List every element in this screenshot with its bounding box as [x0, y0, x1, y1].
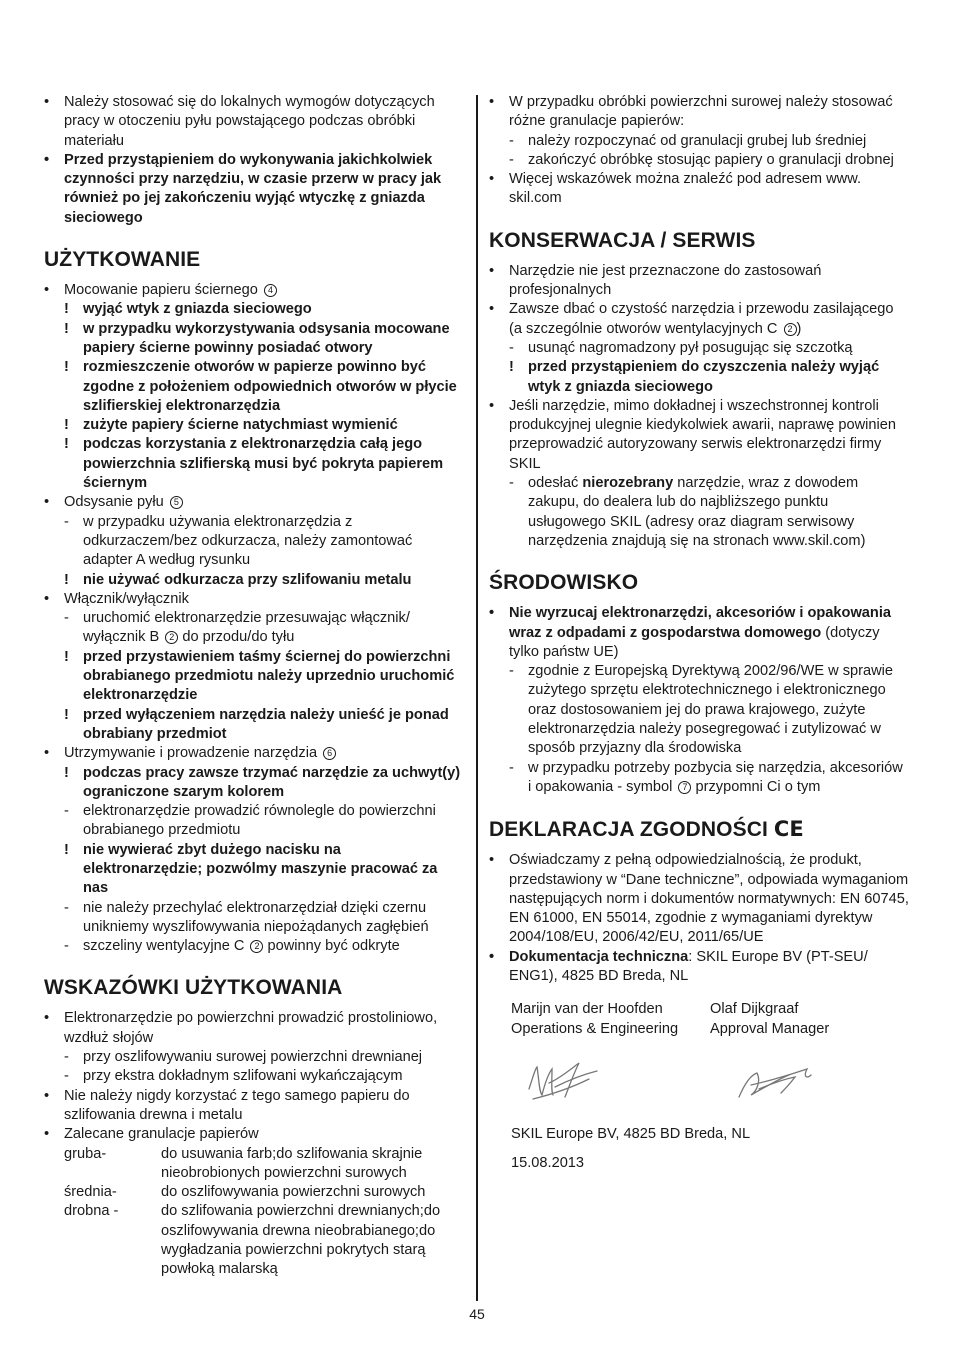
- dash-item: - szczeliny wentylacyjne C 2 powinny być odkryte: [64, 938, 400, 955]
- list-item: • Więcej wskazówek można znaleźć pod adresem www. skil.com: [489, 171, 862, 207]
- list-item: • Dokumentacja techniczna: SKIL Europe BV (PT-SEU/ ENG1), 4825 BD Breda, NL: [489, 948, 868, 984]
- section-heading-deklaracja: DEKLARACJA ZGODNOŚCI CE: [489, 817, 804, 842]
- warning-item: ! nie wywierać zbyt dużego nacisku na elektronarzędzie; pozwólmy maszynie pracować za nas: [64, 841, 438, 897]
- list-item: • Zawsze dbać o czystość narzędzia i przewodu zasilającego (a szczególnie otworów wentylacyjnych C 2 ): [489, 301, 894, 337]
- list-item: • Zalecane granulacje papierów: [44, 1126, 259, 1143]
- signature-1-icon: [489, 1039, 909, 1125]
- figure-ref-icon: 6: [323, 747, 336, 760]
- list-item: • Przed przystąpieniem do wykonywania jakichkolwiek czynności przy narzędziu, w czasie przerw w pracy jak również po jej zakończeniu wyjąć wtyczkę z gniazda sieciowego: [44, 151, 442, 226]
- signatory-2: Olaf Dijkgraaf Approval Manager: [710, 1001, 830, 1037]
- warning-item: ! przed wyłączeniem narzędzia należy unieść je ponad obrabiany przedmiot: [64, 706, 449, 742]
- figure-ref-icon: 5: [170, 496, 183, 509]
- warning-item: ! podczas korzystania z elektronarzędzia całą jego powierzchnia szlifierską musi być pokryta papierem ściernym: [64, 436, 444, 492]
- left-column: [44, 93, 464, 1280]
- warning-item: ! podczas pracy zawsze trzymać narzędzie za uchwyt(y) ograniczone szarym kolorem: [64, 764, 461, 800]
- dash-item: - zgodnie z Europejską Dyrektywą 2002/96/WE w sprawie zużytego sprzętu elektrotechnicznego i elektronicznego oraz dostosowaniem jej do prawa krajowego, zużyte elektronarzędzia należy posegregować i zutylizować w sposób przyjazny dla środowiska: [509, 663, 894, 757]
- figure-ref-icon: 2: [165, 631, 178, 644]
- warning-item: ! wyjąć wtyk z gniazda sieciowego: [64, 301, 312, 318]
- list-item: • Oświadczamy z pełną odpowiedzialnością, że produkt, przedstawiony w “Dane techniczne”, odpowiada wymaganiom następujących norm i dokumentów normatywnych: EN 60745, EN 61000, EN 55014, zgodnie z wymaganiami dyrektyw 2004/108/EU, 2006/42/EU, 2011/65/UE: [489, 852, 909, 946]
- dash-item: - usunąć nagromadzony pył posugując się szczotką: [509, 339, 853, 356]
- dash-item: - odesłać nierozebrany narzędzie, wraz z dowodem zakupu, do dealera lub do najbliższego punktu usługowego SKIL (adresy oraz diagram serwisowy narzędzenia znajdują się na stronach www.skil.com): [509, 475, 866, 549]
- list-item: • Elektronarzędzie po powierzchni prowadzić prostoliniowo, wzdłuż słojów: [44, 1010, 438, 1046]
- warning-item: ! w przypadku wykorzystywania odsysania mocowane papiery ścierne powinny posiadać otwory: [64, 320, 450, 356]
- section-heading-uzytkowanie: UŻYTKOWANIE: [44, 248, 201, 272]
- dash-item: - uruchomić elektronarzędzie przesuwając włącznik/ wyłącznik B 2 do przodu/do tyłu: [64, 610, 410, 646]
- section-heading-wskazowki: WSKAZÓWKI UŻYTKOWANIA: [44, 976, 343, 1000]
- list-item: • Utrzymywanie i prowadzenie narzędzia 6: [44, 744, 464, 763]
- signatory-1: Marijn van der Hoofden Operations & Engineering: [511, 1001, 679, 1037]
- dash-item: - przy ekstra dokładnym szlifowani wykańczającym: [64, 1068, 403, 1085]
- section-heading-srodowisko: ŚRODOWISKO: [489, 571, 639, 595]
- list-item: • Mocowanie papieru ściernego 4: [44, 281, 464, 300]
- section-heading-konserwacja: KONSERWACJA / SERWIS: [489, 228, 756, 252]
- dash-item: - nie należy przechylać elektronarzędział dzięki czernu unikniemy wyszlifowywania niepożądanych zagłębień: [64, 899, 429, 935]
- list-item: • Narzędzie nie jest przeznaczone do zastosowań profesjonalnych: [489, 262, 822, 299]
- list-item: • Należy stosować się do lokalnych wymogów dotyczących pracy w otoczeniu pyłu powstającego podczas obróbki materiału: [44, 94, 435, 149]
- figure-ref-icon: 2: [250, 940, 263, 953]
- right-column: [489, 93, 909, 1173]
- list-item: • W przypadku obróbki powierzchni surowej należy stosować różne granulacje papierów:: [489, 94, 893, 130]
- warning-item: ! nie używać odkurzacza przy szlifowaniu metalu: [64, 571, 412, 588]
- dash-item: - w przypadku potrzeby pozbycia się narzędzia, akcesoriów i opakowania - symbol 7 przypomni Ci o tym: [509, 759, 903, 795]
- grit-row: gruba- do usuwania farb;do szlifowania skrajnie nieobrobionych powierzchni surowych: [64, 1145, 423, 1181]
- signatories: [489, 1000, 909, 1039]
- list-item: • Włącznik/wyłącznik: [44, 590, 189, 607]
- signature-footer: SKIL Europe BV, 4825 BD Breda, NL 15.08.2013: [511, 1125, 751, 1172]
- figure-ref-icon: 2: [784, 323, 797, 336]
- warning-item: ! przed przystawieniem taśmy ściernej do powierzchni obrabianego przedmiotu należy uprzednio uruchomić elektronarzędzie: [64, 648, 455, 704]
- dash-item: - zakończyć obróbkę stosując papiery o granulacji drobnej: [509, 151, 894, 168]
- grit-row: średnia- do oszlifowywania powierzchni surowych: [64, 1184, 426, 1201]
- grit-row: drobna - do szlifowania powierzchni drewnianych;do oszlifowywania drewna nieobrabianego;do wygładzania powierzchni pokrytych starą powłoką malarską: [64, 1203, 441, 1278]
- dash-item: - elektronarzędzie prowadzić równolegle do powierzchni obrabianego przedmiotu: [64, 803, 436, 839]
- dash-item: - w przypadku używania elektronarzędzia z odkurzaczem/bez odkurzacza, należy zamontować adapter A według rysunku: [64, 513, 413, 569]
- list-item: • Jeśli narzędzie, mimo dokładnej i wszechstronnej kontroli produkcyjnej ulegnie kiedykolwiek awarii, naprawę powinien przeprowadzić autoryzowany serwis elektronarzędzi firmy SKIL: [489, 397, 896, 472]
- page-number: 45: [469, 1306, 485, 1322]
- dash-item: - przy oszlifowywaniu surowej powierzchni drewnianej: [64, 1049, 423, 1066]
- list-item: • Nie należy nigdy korzystać z tego samego papieru do szlifowania drewna i metalu: [44, 1087, 410, 1123]
- warning-item: ! rozmieszczenie otworów w papierze powinno być zgodne z położeniem odpowiednich otworów w płycie szlifierskiej elektronarzędzia: [64, 359, 457, 414]
- list-item: • Odsysanie pyłu 5: [44, 493, 464, 512]
- ce-mark-icon: CE: [773, 817, 804, 842]
- signatures: [489, 1039, 909, 1125]
- column-divider: [476, 95, 478, 1301]
- dash-item: - należy rozpoczynać od granulacji grubej lub średniej: [509, 132, 867, 149]
- figure-ref-icon: 7: [678, 781, 691, 794]
- figure-ref-icon: 4: [264, 284, 277, 297]
- warning-item: ! przed przystąpieniem do czyszczenia należy wyjąć wtyk z gniazda sieciowego: [509, 359, 880, 395]
- warning-item: ! zużyte papiery ścierne natychmiast wymienić: [64, 417, 398, 434]
- list-item: • Nie wyrzucaj elektronarzędzi, akcesoriów i opakowania wraz z odpadami z gospodarstwa domowego (dotyczy tylko państw UE): [489, 605, 892, 660]
